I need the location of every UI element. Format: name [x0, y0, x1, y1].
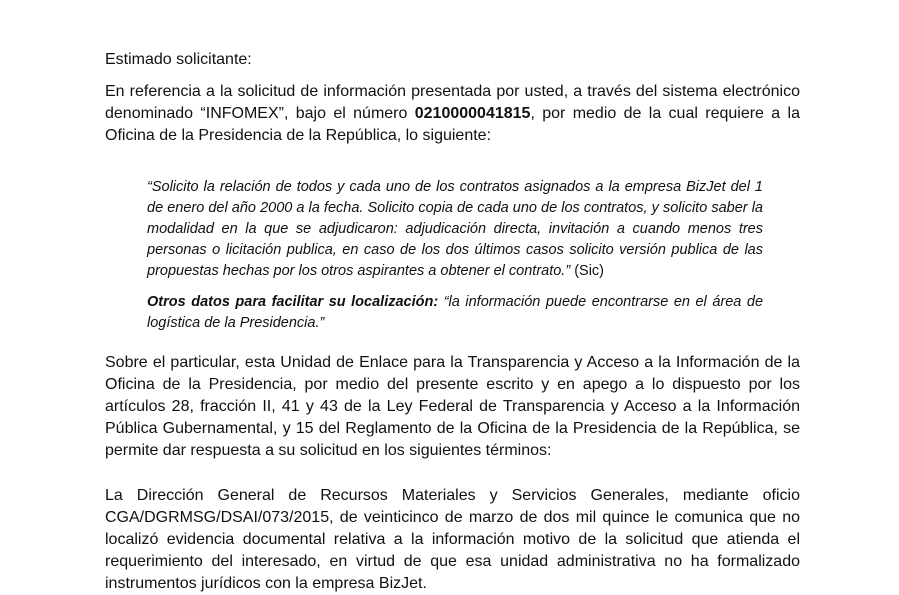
- other-data-note: [147, 292, 763, 334]
- intro-text-before: En referencia a la solicitud de información presentada por usted, a través del sistema electrónico denominado “INFOMEX”, bajo el número: [105, 83, 800, 122]
- greeting: Estimado solicitante:: [105, 51, 252, 68]
- response-paragraph: Sobre el particular, esta Unidad de Enlace para la Transparencia y Acceso a la Información de la Oficina de la Presidencia, por medio del presente escrito y en apego a lo dispuesto por los artículos 28, fracción II, 41 y 43 de la Ley Federal de Transparencia y Acceso a la Información Pública Gubernamental, y 15 del Reglamento de la Oficina de la Presidencia de la República, se permite dar respuesta a su solicitud en los siguientes términos:: [105, 354, 800, 459]
- request-quote: [147, 177, 763, 282]
- intro-paragraph: [105, 81, 800, 147]
- request-quote-text: “Solicito la relación de todos y cada uno de los contratos asignados a la empresa BizJet del 1 de enero del año 2000 a la fecha. Solicito copia de cada uno de los contratos, y solicito saber la modalidad en la que se adjudicaron: adjudicación directa, invitación a cuando menos tres personas o licitación publica, en caso de los dos últimos casos solicito versión publica de las propuestas hechas por los otros aspirantes a obtener el contrato.”: [147, 179, 763, 279]
- folio-number: 0210000041815: [414, 105, 531, 122]
- sic-note: (Sic): [570, 263, 605, 279]
- other-data-text: “la información puede encontrarse en el área de logística de la Presidencia.”: [147, 294, 764, 331]
- intro-text-after: , por medio de la cual requiere a la Oficina de la Presidencia de la República, lo siguiente:: [105, 105, 800, 144]
- other-data-label: Otros datos para facilitar su localización:: [147, 294, 439, 310]
- direction-paragraph: La Dirección General de Recursos Materiales y Servicios Generales, mediante oficio CGA/DGRMSG/DSAI/073/2015, de veinticinco de marzo de dos mil quince le comunica que no localizó evidencia documental relativa a la información motivo de la solicitud que atienda el requerimiento del interesado, en virtud de que esa unidad administrativa no ha formalizado instrumentos jurídicos con la empresa BizJet.: [105, 487, 800, 592]
